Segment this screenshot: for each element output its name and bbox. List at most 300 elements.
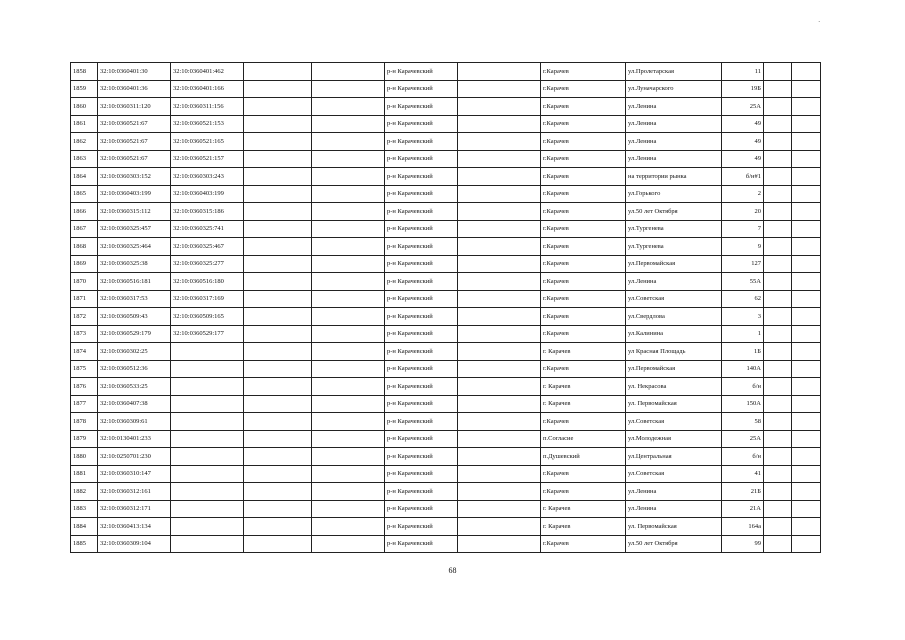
table-cell: г.Карачев (541, 255, 626, 273)
table-cell: р-н Карачевский (385, 378, 458, 396)
empty-cell (458, 413, 541, 431)
empty-cell (244, 115, 312, 133)
empty-cell (458, 483, 541, 501)
table-cell: 1Б (722, 343, 764, 361)
table-cell: г.Карачев (541, 273, 626, 291)
table-cell: 32:10:0360311:120 (98, 98, 171, 116)
empty-cell (792, 185, 821, 203)
table-cell: 32:10:0360309:104 (98, 535, 171, 553)
table-cell: 32:10:0360516:181 (98, 273, 171, 291)
empty-cell (244, 63, 312, 81)
empty-cell (312, 308, 385, 326)
empty-cell (792, 203, 821, 221)
table-cell: г.Карачев (541, 238, 626, 256)
table-row (71, 133, 821, 151)
table-cell: р-н Карачевский (385, 483, 458, 501)
table-cell: 2 (722, 185, 764, 203)
empty-cell (312, 238, 385, 256)
table-cell: 25А (722, 98, 764, 116)
table-cell: ул.Горького (626, 185, 722, 203)
empty-cell (764, 115, 792, 133)
table-cell: 1873 (71, 325, 98, 343)
table-cell: 7 (722, 220, 764, 238)
empty-cell (312, 483, 385, 501)
empty-cell (764, 203, 792, 221)
table-cell (171, 483, 244, 501)
table-cell: г.Карачев (541, 308, 626, 326)
empty-cell (792, 430, 821, 448)
table-row (71, 290, 821, 308)
empty-cell (792, 150, 821, 168)
empty-cell (244, 483, 312, 501)
empty-cell (458, 325, 541, 343)
table-cell: п.Душевский (541, 448, 626, 466)
empty-cell (792, 115, 821, 133)
table-cell: р-н Карачевский (385, 273, 458, 291)
table-row (71, 80, 821, 98)
table-cell: 1872 (71, 308, 98, 326)
table-cell: 1877 (71, 395, 98, 413)
table-cell (171, 465, 244, 483)
empty-cell (312, 378, 385, 396)
empty-cell (792, 290, 821, 308)
table-cell: р-н Карачевский (385, 238, 458, 256)
table-cell: 1879 (71, 430, 98, 448)
table-cell: ул.Советская (626, 465, 722, 483)
empty-cell (244, 273, 312, 291)
empty-cell (244, 448, 312, 466)
table-cell: 1876 (71, 378, 98, 396)
table-cell: 1885 (71, 535, 98, 553)
empty-cell (244, 518, 312, 536)
empty-cell (312, 395, 385, 413)
empty-cell (244, 168, 312, 186)
empty-cell (458, 395, 541, 413)
table-row (71, 203, 821, 221)
table-cell: 55А (722, 273, 764, 291)
table-cell: ул.Луначарского (626, 80, 722, 98)
table-cell: г.Карачев (541, 98, 626, 116)
empty-cell (312, 115, 385, 133)
table-cell: р-н Карачевский (385, 63, 458, 81)
table-row (71, 308, 821, 326)
empty-cell (244, 535, 312, 553)
table-cell: 32:10:0360311:156 (171, 98, 244, 116)
table-cell (171, 448, 244, 466)
empty-cell (792, 483, 821, 501)
empty-cell (458, 448, 541, 466)
table-cell: ул.Ленина (626, 273, 722, 291)
table-cell: ул Красная Площадь (626, 343, 722, 361)
empty-cell (764, 378, 792, 396)
empty-cell (244, 203, 312, 221)
table-cell: 1883 (71, 500, 98, 518)
table-cell: 1874 (71, 343, 98, 361)
table-cell: 1859 (71, 80, 98, 98)
empty-cell (458, 378, 541, 396)
empty-cell (244, 80, 312, 98)
table-cell: г.Карачев (541, 290, 626, 308)
table-cell: 1884 (71, 518, 98, 536)
empty-cell (244, 343, 312, 361)
empty-cell (458, 133, 541, 151)
table-cell: 62 (722, 290, 764, 308)
table-cell: 32:10:0360325:741 (171, 220, 244, 238)
table-cell: ул.50 лет Октября (626, 203, 722, 221)
table-cell: 32:10:0360325:38 (98, 255, 171, 273)
empty-cell (764, 308, 792, 326)
empty-cell (312, 133, 385, 151)
corner-mark: · (818, 18, 821, 26)
table-cell: 1880 (71, 448, 98, 466)
table-cell: 32:10:0360533:25 (98, 378, 171, 396)
table-cell: 32:10:0360325:457 (98, 220, 171, 238)
table-cell: ул.Ленина (626, 115, 722, 133)
empty-cell (764, 273, 792, 291)
empty-cell (458, 290, 541, 308)
table-cell: 32:10:0360312:161 (98, 483, 171, 501)
table-cell: 1870 (71, 273, 98, 291)
table-cell: ул.Тургенева (626, 238, 722, 256)
table-cell (171, 343, 244, 361)
empty-cell (312, 98, 385, 116)
table-cell: ул.Первомайская (626, 255, 722, 273)
table-cell: р-н Карачевский (385, 500, 458, 518)
table-cell: 49 (722, 150, 764, 168)
table-cell: р-н Карачевский (385, 115, 458, 133)
empty-cell (764, 360, 792, 378)
table-cell: г.Карачев (541, 483, 626, 501)
table-cell: ул.Тургенева (626, 220, 722, 238)
table-cell: 150А (722, 395, 764, 413)
table-cell: р-н Карачевский (385, 255, 458, 273)
table-row (71, 518, 821, 536)
empty-cell (312, 168, 385, 186)
empty-cell (764, 325, 792, 343)
empty-cell (458, 500, 541, 518)
table-cell: 41 (722, 465, 764, 483)
empty-cell (312, 413, 385, 431)
empty-cell (764, 535, 792, 553)
table-cell: 32:10:0360521:67 (98, 115, 171, 133)
table-cell: г.Карачев (541, 80, 626, 98)
empty-cell (312, 290, 385, 308)
table-cell: 1864 (71, 168, 98, 186)
table-cell: 32:10:0360521:67 (98, 133, 171, 151)
table-cell: 127 (722, 255, 764, 273)
empty-cell (312, 448, 385, 466)
empty-cell (458, 168, 541, 186)
table-cell: 1867 (71, 220, 98, 238)
table-cell: ул. Первомайская (626, 518, 722, 536)
empty-cell (764, 150, 792, 168)
empty-cell (312, 430, 385, 448)
table-cell: ул.Ленина (626, 150, 722, 168)
empty-cell (458, 465, 541, 483)
table-cell: 99 (722, 535, 764, 553)
table-cell: р-н Карачевский (385, 308, 458, 326)
page-number: 68 (448, 566, 457, 575)
empty-cell (792, 378, 821, 396)
table-cell: 32:10:0360401:36 (98, 80, 171, 98)
table-cell: р-н Карачевский (385, 518, 458, 536)
table-cell: г.Карачев (541, 133, 626, 151)
table-cell: 32:10:0360303:152 (98, 168, 171, 186)
table-cell: г.Карачев (541, 360, 626, 378)
empty-cell (244, 290, 312, 308)
table-cell: 1860 (71, 98, 98, 116)
table-cell: 1881 (71, 465, 98, 483)
table-body (71, 63, 821, 553)
empty-cell (458, 115, 541, 133)
table-cell: р-н Карачевский (385, 98, 458, 116)
table-cell: 1865 (71, 185, 98, 203)
table-cell: г.Карачев (541, 185, 626, 203)
registry-table (70, 62, 821, 553)
table-cell: 32:10:0360312:171 (98, 500, 171, 518)
table-cell: г.Карачев (541, 465, 626, 483)
table-cell: 32:10:0360325:467 (171, 238, 244, 256)
table-cell: 3 (722, 308, 764, 326)
table-cell: ул. Первомайская (626, 395, 722, 413)
table-cell: 19Б (722, 80, 764, 98)
empty-cell (312, 255, 385, 273)
table-row (71, 483, 821, 501)
empty-cell (312, 150, 385, 168)
empty-cell (764, 238, 792, 256)
table-cell: р-н Карачевский (385, 80, 458, 98)
empty-cell (792, 80, 821, 98)
table-cell: 32:10:0360521:153 (171, 115, 244, 133)
empty-cell (244, 255, 312, 273)
empty-cell (792, 273, 821, 291)
table-row (71, 63, 821, 81)
empty-cell (312, 518, 385, 536)
empty-cell (458, 430, 541, 448)
empty-cell (312, 273, 385, 291)
empty-cell (244, 465, 312, 483)
table-row (71, 500, 821, 518)
empty-cell (312, 465, 385, 483)
table-cell: 32:10:0360521:165 (171, 133, 244, 151)
table-cell: 32:10:0360325:464 (98, 238, 171, 256)
table-cell: 32:10:0360509:43 (98, 308, 171, 326)
empty-cell (312, 500, 385, 518)
table-cell: р-н Карачевский (385, 150, 458, 168)
table-cell: г.Карачев (541, 535, 626, 553)
table-cell: на территории рынка (626, 168, 722, 186)
table-cell: б/н (722, 378, 764, 396)
table-cell: г.Карачев (541, 325, 626, 343)
empty-cell (792, 500, 821, 518)
table-cell: ул.Свердлова (626, 308, 722, 326)
table-cell: ул.50 лет Октября (626, 535, 722, 553)
table-cell: 1858 (71, 63, 98, 81)
table-cell: г.Карачев (541, 150, 626, 168)
table-row (71, 395, 821, 413)
empty-cell (458, 150, 541, 168)
empty-cell (792, 360, 821, 378)
table-cell: 32:10:0360516:180 (171, 273, 244, 291)
table-cell: р-н Карачевский (385, 220, 458, 238)
table-row (71, 378, 821, 396)
table-cell: 32:10:0360302:25 (98, 343, 171, 361)
empty-cell (244, 360, 312, 378)
table-cell: 32:10:0360325:277 (171, 255, 244, 273)
table-cell (171, 360, 244, 378)
table-cell: 1861 (71, 115, 98, 133)
empty-cell (764, 168, 792, 186)
table-cell: ул.Ленина (626, 500, 722, 518)
empty-cell (458, 343, 541, 361)
empty-cell (764, 98, 792, 116)
empty-cell (458, 80, 541, 98)
table-cell (171, 395, 244, 413)
empty-cell (458, 518, 541, 536)
table-cell: р-н Карачевский (385, 395, 458, 413)
table-cell: 32:10:0360401:462 (171, 63, 244, 81)
table-cell: 164а (722, 518, 764, 536)
table-cell: 32:10:0360309:61 (98, 413, 171, 431)
table-cell: г.Карачев (541, 115, 626, 133)
table-cell: 140А (722, 360, 764, 378)
table-cell (171, 413, 244, 431)
table-cell: г. Карачев (541, 343, 626, 361)
table-cell: 32:10:0360401:166 (171, 80, 244, 98)
empty-cell (458, 273, 541, 291)
table-row (71, 465, 821, 483)
table-row (71, 185, 821, 203)
table-cell (171, 500, 244, 518)
table-cell: 1875 (71, 360, 98, 378)
table-cell: 32:10:0360403:199 (98, 185, 171, 203)
table-cell: 58 (722, 413, 764, 431)
table-cell: р-н Карачевский (385, 290, 458, 308)
table-cell (171, 378, 244, 396)
empty-cell (244, 133, 312, 151)
table-row (71, 448, 821, 466)
table-cell: г.Карачев (541, 168, 626, 186)
table-row (71, 343, 821, 361)
table-cell: 32:10:0360315:112 (98, 203, 171, 221)
empty-cell (792, 63, 821, 81)
empty-cell (312, 535, 385, 553)
table-cell: 32:10:0360509:165 (171, 308, 244, 326)
table-row (71, 413, 821, 431)
table-cell: 25А (722, 430, 764, 448)
table-cell: 1878 (71, 413, 98, 431)
table-cell: 1 (722, 325, 764, 343)
empty-cell (244, 413, 312, 431)
table-row (71, 115, 821, 133)
empty-cell (764, 290, 792, 308)
table-cell: р-н Карачевский (385, 325, 458, 343)
table-cell: 11 (722, 63, 764, 81)
table-cell: ул.Советская (626, 290, 722, 308)
empty-cell (458, 535, 541, 553)
table-cell: г. Карачев (541, 378, 626, 396)
empty-cell (792, 343, 821, 361)
empty-cell (312, 63, 385, 81)
table-cell: г. Карачев (541, 395, 626, 413)
table-cell: 32:10:0360521:157 (171, 150, 244, 168)
table-cell: 32:10:0360512:36 (98, 360, 171, 378)
empty-cell (458, 308, 541, 326)
empty-cell (458, 255, 541, 273)
empty-cell (458, 360, 541, 378)
table-cell: р-н Карачевский (385, 413, 458, 431)
empty-cell (244, 325, 312, 343)
empty-cell (312, 220, 385, 238)
table-cell: 32:10:0360521:67 (98, 150, 171, 168)
table-cell: ул.Ленина (626, 98, 722, 116)
table-cell: р-н Карачевский (385, 360, 458, 378)
empty-cell (792, 535, 821, 553)
empty-cell (764, 413, 792, 431)
table-cell: 1863 (71, 150, 98, 168)
table-cell: ул. Некрасова (626, 378, 722, 396)
table-cell: г.Карачев (541, 63, 626, 81)
table-cell: р-н Карачевский (385, 133, 458, 151)
empty-cell (764, 448, 792, 466)
table-cell: 20 (722, 203, 764, 221)
table-cell: б/н (722, 448, 764, 466)
table-cell (171, 518, 244, 536)
empty-cell (792, 238, 821, 256)
table-cell: 32:10:0360413:134 (98, 518, 171, 536)
empty-cell (792, 98, 821, 116)
table-cell: р-н Карачевский (385, 430, 458, 448)
empty-cell (764, 500, 792, 518)
table-cell: 32:10:0360317:169 (171, 290, 244, 308)
empty-cell (764, 518, 792, 536)
empty-cell (458, 98, 541, 116)
empty-cell (312, 343, 385, 361)
table-cell: 1862 (71, 133, 98, 151)
table-cell: б/н#1 (722, 168, 764, 186)
table-cell: 32:10:0360529:179 (98, 325, 171, 343)
table-row (71, 325, 821, 343)
table-cell: 1866 (71, 203, 98, 221)
empty-cell (764, 133, 792, 151)
table-cell: р-н Карачевский (385, 448, 458, 466)
empty-cell (764, 343, 792, 361)
table-row (71, 255, 821, 273)
empty-cell (244, 500, 312, 518)
table-cell (171, 430, 244, 448)
table-cell: 32:10:0360407:38 (98, 395, 171, 413)
empty-cell (764, 483, 792, 501)
table-cell: 32:10:0250701:230 (98, 448, 171, 466)
table-cell (171, 535, 244, 553)
empty-cell (244, 185, 312, 203)
table-cell: г. Карачев (541, 518, 626, 536)
table-row (71, 273, 821, 291)
empty-cell (244, 430, 312, 448)
table-row (71, 98, 821, 116)
empty-cell (792, 448, 821, 466)
empty-cell (764, 63, 792, 81)
table-cell: 32:10:0360529:177 (171, 325, 244, 343)
table-cell: р-н Карачевский (385, 343, 458, 361)
empty-cell (244, 378, 312, 396)
empty-cell (458, 203, 541, 221)
empty-cell (764, 185, 792, 203)
empty-cell (244, 150, 312, 168)
empty-cell (764, 220, 792, 238)
table-row (71, 430, 821, 448)
table-cell: 1868 (71, 238, 98, 256)
